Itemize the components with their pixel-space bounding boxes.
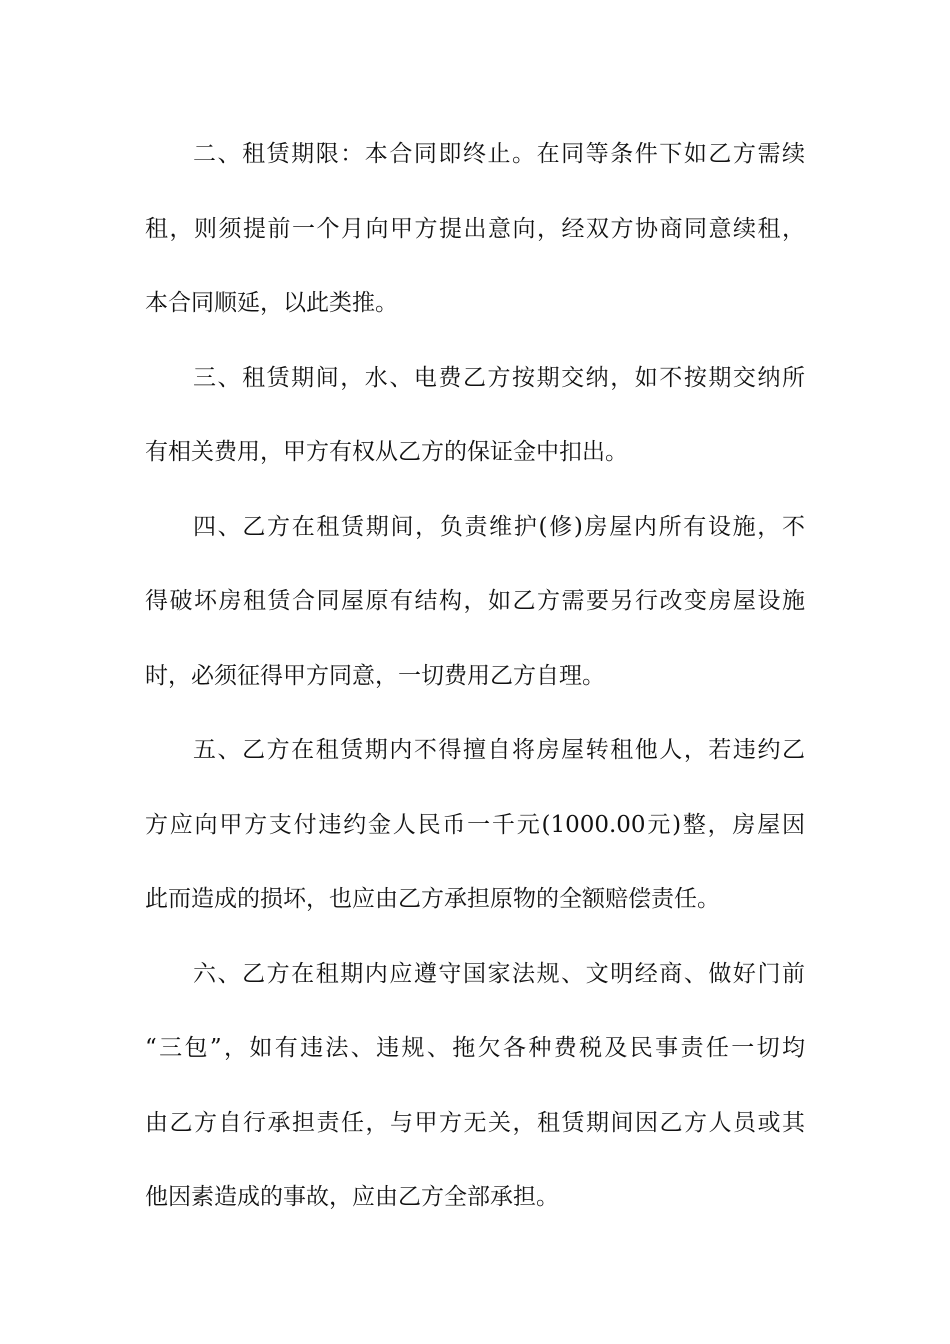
document-body: [145, 117, 805, 1235]
paragraph-compliance: [145, 937, 805, 1235]
text-line: “三包”，如有违法、违规、拖欠各种费税及民事责任一切均: [145, 1035, 805, 1061]
text-line: 六、乙方在租期内应遵守国家法规、文明经商、做好门前: [193, 960, 805, 987]
text-line: 时，必须征得甲方同意，一切费用乙方自理。: [145, 662, 605, 689]
text-line: 他因素造成的事故，应由乙方全部承担。: [145, 1184, 559, 1210]
text-line: 二、租赁期限：本合同即终止。在同等条件下如乙方需续: [193, 141, 805, 167]
text-line: 四、乙方在租赁期间，负责维护(修)房屋内所有设施，不: [193, 513, 805, 540]
paragraph-sublease: [145, 713, 805, 937]
text-line: 方应向甲方支付违约金人民币一千元(1000.00元)整，房屋因: [145, 811, 805, 838]
text-line: 由乙方自行承担责任，与甲方无关，租赁期间因乙方人员或其: [145, 1109, 805, 1136]
text-line: 租，则须提前一个月向甲方提出意向，经双方协商同意续租，: [145, 215, 805, 242]
paragraph-maintenance: [145, 490, 805, 714]
text-line: 三、租赁期间，水、电费乙方按期交纳，如不按期交纳所: [193, 364, 805, 391]
paragraph-lease-term: [145, 117, 805, 341]
text-line: 本合同顺延，以此类推。: [145, 290, 398, 316]
paragraph-utilities: [145, 341, 805, 490]
text-line: 此而造成的损坏，也应由乙方承担原物的全额赔偿责任。: [145, 886, 720, 912]
text-line: 有相关费用，甲方有权从乙方的保证金中扣出。: [145, 439, 628, 465]
text-line: 得破坏房租赁合同屋原有结构，如乙方需要另行改变房屋设施: [145, 588, 805, 614]
text-line: 五、乙方在租赁期内不得擅自将房屋转租他人，若违约乙: [193, 737, 805, 763]
